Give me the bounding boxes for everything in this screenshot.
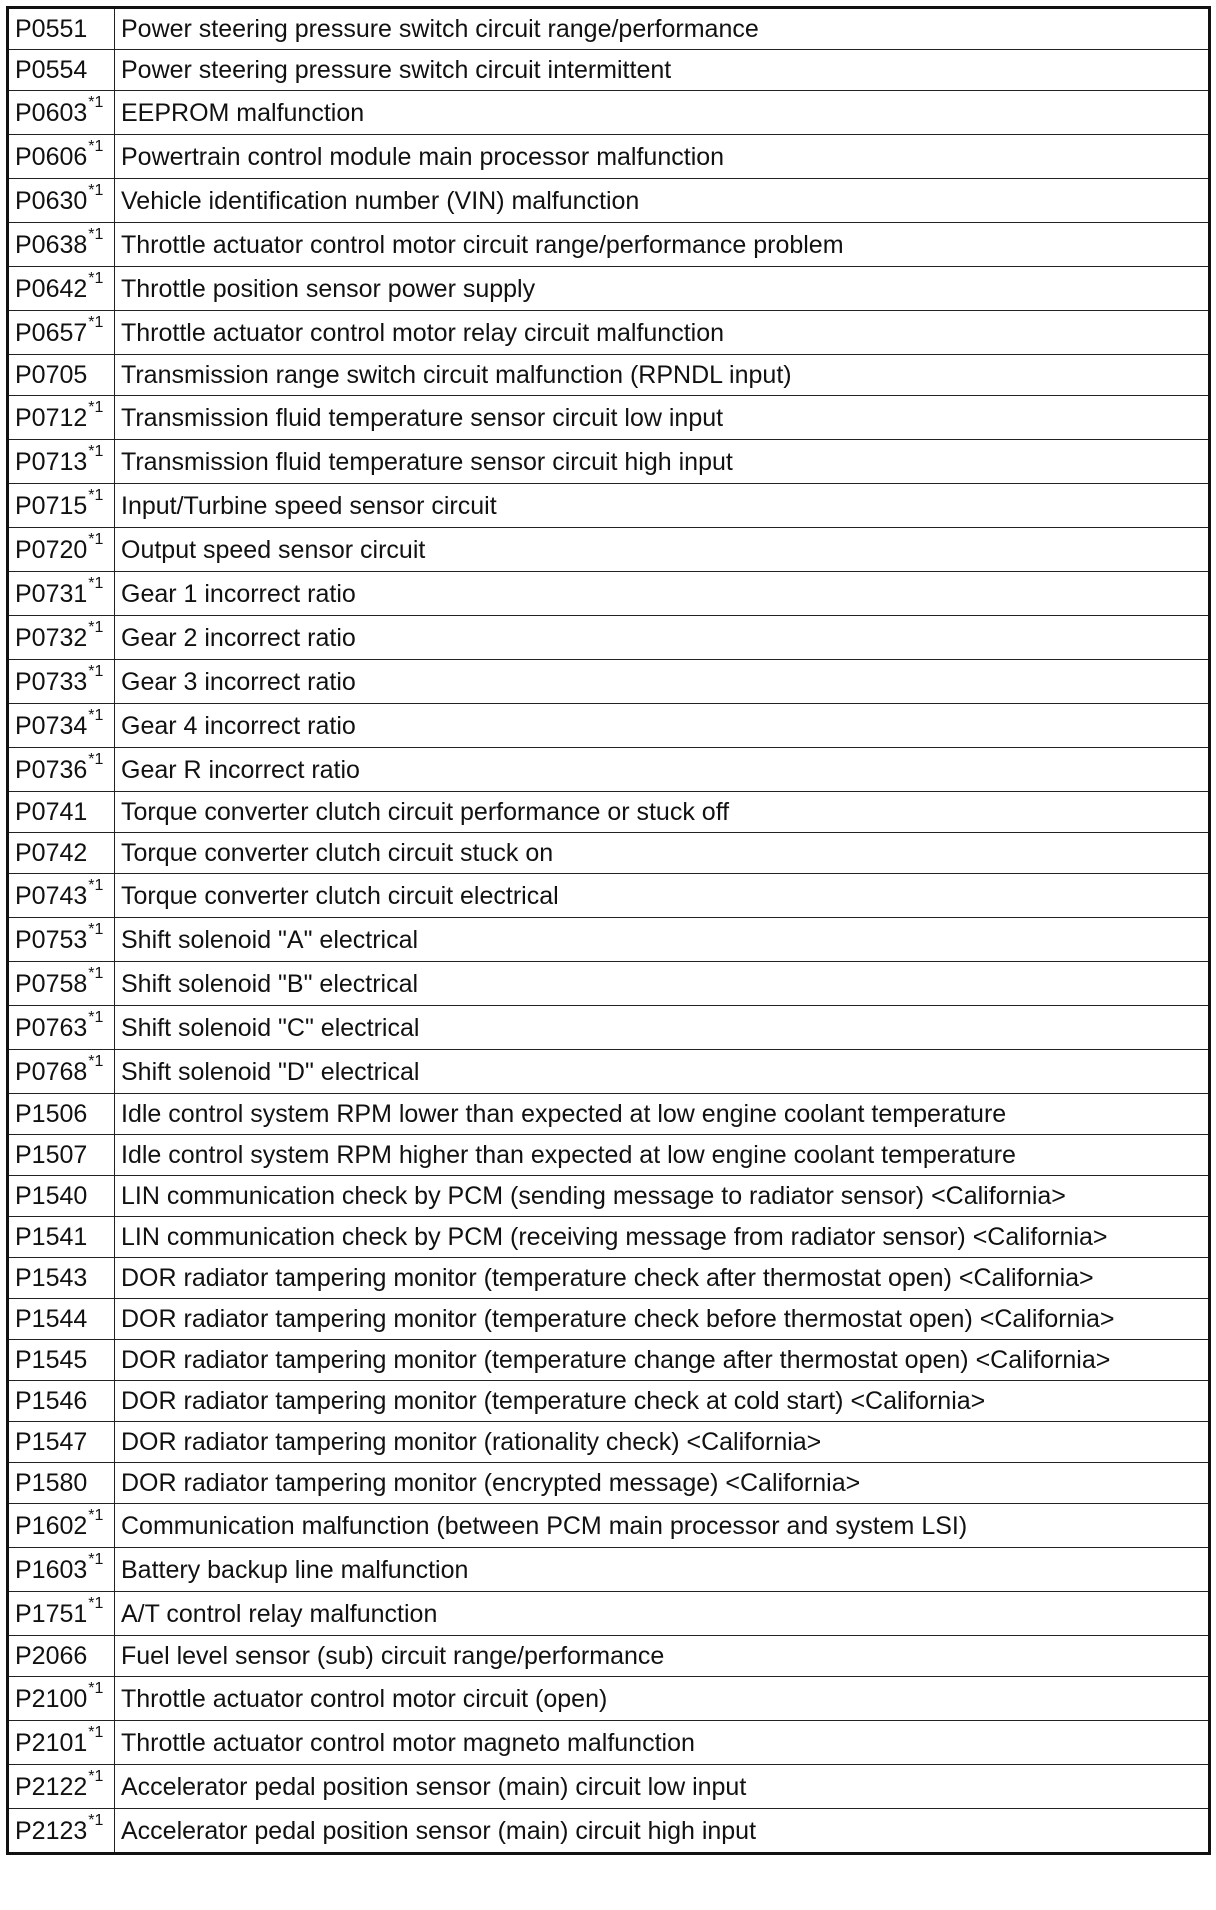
table-row — [8, 355, 1210, 396]
table-row — [8, 1677, 1210, 1721]
dtc-code: P2066 — [15, 1642, 88, 1670]
dtc-description: Vehicle identification number (VIN) malfunction — [115, 179, 1210, 223]
dtc-code: P0606 — [15, 142, 88, 171]
dtc-description: Input/Turbine speed sensor circuit — [115, 484, 1210, 528]
dtc-code: P0768 — [15, 1057, 88, 1086]
dtc-code: P0638 — [15, 230, 88, 259]
dtc-description: Gear 3 incorrect ratio — [115, 660, 1210, 704]
dtc-code-cell — [8, 135, 115, 179]
dtc-code-cell — [8, 1636, 115, 1677]
dtc-code-cell — [8, 1176, 115, 1217]
dtc-description: Torque converter clutch circuit electrical — [115, 874, 1210, 918]
table-row — [8, 1381, 1210, 1422]
footnote-marker: *1 — [88, 94, 104, 112]
dtc-description: DOR radiator tampering monitor (rationality check) <California> — [115, 1422, 1210, 1463]
dtc-code-cell — [8, 1340, 115, 1381]
dtc-description: Shift solenoid "D" electrical — [115, 1050, 1210, 1094]
dtc-code-cell — [8, 355, 115, 396]
table-row — [8, 1463, 1210, 1504]
dtc-description: Power steering pressure switch circuit intermittent — [115, 50, 1210, 91]
dtc-code-cell — [8, 1592, 115, 1636]
table-row — [8, 962, 1210, 1006]
dtc-description: Idle control system RPM lower than expected at low engine coolant temperature — [115, 1094, 1210, 1135]
dtc-description: Torque converter clutch circuit performance or stuck off — [115, 792, 1210, 833]
dtc-code: P1580 — [15, 1469, 88, 1497]
dtc-code: P0743 — [15, 881, 88, 910]
dtc-description: Transmission range switch circuit malfunction (RPNDL input) — [115, 355, 1210, 396]
dtc-code: P1544 — [15, 1305, 88, 1333]
table-row — [8, 1050, 1210, 1094]
footnote-marker: *1 — [88, 1507, 104, 1525]
table-row — [8, 50, 1210, 91]
dtc-code: P0642 — [15, 274, 88, 303]
dtc-code: P0763 — [15, 1013, 88, 1042]
footnote-marker: *1 — [88, 1768, 104, 1786]
dtc-code: P0554 — [15, 56, 88, 84]
dtc-code-cell — [8, 1422, 115, 1463]
dtc-code-cell — [8, 918, 115, 962]
footnote-marker: *1 — [88, 443, 104, 461]
table-row — [8, 874, 1210, 918]
table-row — [8, 1809, 1210, 1854]
dtc-description: LIN communication check by PCM (receiving message from radiator sensor) <California> — [115, 1217, 1210, 1258]
dtc-code: P0712 — [15, 403, 88, 432]
dtc-description: Transmission fluid temperature sensor circuit low input — [115, 396, 1210, 440]
dtc-code: P0551 — [15, 15, 88, 43]
footnote-marker: *1 — [88, 1680, 104, 1698]
dtc-code-cell — [8, 484, 115, 528]
table-row — [8, 660, 1210, 704]
table-row — [8, 1094, 1210, 1135]
footnote-marker: *1 — [88, 575, 104, 593]
dtc-code-cell — [8, 962, 115, 1006]
footnote-marker: *1 — [88, 663, 104, 681]
dtc-description: LIN communication check by PCM (sending message to radiator sensor) <California> — [115, 1176, 1210, 1217]
dtc-code-cell — [8, 396, 115, 440]
dtc-description: Shift solenoid "C" electrical — [115, 1006, 1210, 1050]
dtc-code-cell — [8, 8, 115, 50]
dtc-code: P0715 — [15, 491, 88, 520]
dtc-code-cell — [8, 1094, 115, 1135]
table-row — [8, 1721, 1210, 1765]
footnote-marker: *1 — [88, 1724, 104, 1742]
table-row — [8, 223, 1210, 267]
table-row — [8, 792, 1210, 833]
table-row — [8, 748, 1210, 792]
footnote-marker: *1 — [88, 877, 104, 895]
footnote-marker: *1 — [88, 487, 104, 505]
dtc-code: P1547 — [15, 1428, 88, 1456]
dtc-description: Power steering pressure switch circuit range/performance — [115, 8, 1210, 50]
table-row — [8, 1340, 1210, 1381]
footnote-marker: *1 — [88, 921, 104, 939]
dtc-code: P1541 — [15, 1223, 88, 1251]
dtc-table-body — [8, 8, 1210, 1854]
dtc-code: P0603 — [15, 98, 88, 127]
dtc-code: P1546 — [15, 1387, 88, 1415]
table-row — [8, 1299, 1210, 1340]
dtc-code-cell — [8, 704, 115, 748]
dtc-code: P1602 — [15, 1511, 88, 1540]
dtc-code-cell — [8, 528, 115, 572]
dtc-code: P1507 — [15, 1141, 88, 1169]
dtc-code-cell — [8, 1258, 115, 1299]
table-row — [8, 484, 1210, 528]
table-row — [8, 1504, 1210, 1548]
dtc-description: DOR radiator tampering monitor (encrypted message) <California> — [115, 1463, 1210, 1504]
dtc-description: Fuel level sensor (sub) circuit range/performance — [115, 1636, 1210, 1677]
footnote-marker: *1 — [88, 138, 104, 156]
dtc-code-cell — [8, 1381, 115, 1422]
dtc-description: Gear 4 incorrect ratio — [115, 704, 1210, 748]
dtc-code-cell — [8, 1721, 115, 1765]
dtc-description: Throttle actuator control motor relay circuit malfunction — [115, 311, 1210, 355]
footnote-marker: *1 — [88, 182, 104, 200]
footnote-marker: *1 — [88, 1053, 104, 1071]
dtc-code: P0758 — [15, 969, 88, 998]
footnote-marker: *1 — [88, 751, 104, 769]
dtc-code: P0734 — [15, 711, 88, 740]
dtc-code-cell — [8, 1548, 115, 1592]
dtc-code: P0705 — [15, 361, 88, 389]
dtc-code-cell — [8, 572, 115, 616]
dtc-code-cell — [8, 1217, 115, 1258]
dtc-code-cell — [8, 1050, 115, 1094]
table-row — [8, 1176, 1210, 1217]
dtc-description: Gear 2 incorrect ratio — [115, 616, 1210, 660]
table-row — [8, 704, 1210, 748]
dtc-code: P2122 — [15, 1772, 88, 1801]
dtc-code: P0742 — [15, 839, 88, 867]
dtc-description: Shift solenoid "A" electrical — [115, 918, 1210, 962]
dtc-description: Accelerator pedal position sensor (main) circuit low input — [115, 1765, 1210, 1809]
footnote-marker: *1 — [88, 707, 104, 725]
dtc-description: Throttle actuator control motor circuit (open) — [115, 1677, 1210, 1721]
dtc-code-cell — [8, 1765, 115, 1809]
dtc-code-cell — [8, 223, 115, 267]
document-page — [6, 6, 1208, 1902]
footnote-marker: *1 — [88, 226, 104, 244]
table-row — [8, 1217, 1210, 1258]
dtc-code: P2100 — [15, 1684, 88, 1713]
dtc-code-cell — [8, 660, 115, 704]
footnote-marker: *1 — [88, 1551, 104, 1569]
dtc-code: P0733 — [15, 667, 88, 696]
table-row — [8, 311, 1210, 355]
table-row — [8, 396, 1210, 440]
dtc-code: P1506 — [15, 1100, 88, 1128]
dtc-code-cell — [8, 1006, 115, 1050]
table-row — [8, 1548, 1210, 1592]
dtc-description: Shift solenoid "B" electrical — [115, 962, 1210, 1006]
table-row — [8, 267, 1210, 311]
dtc-code: P1751 — [15, 1599, 88, 1628]
footnote-marker: *1 — [88, 1009, 104, 1027]
table-row — [8, 179, 1210, 223]
table-row — [8, 572, 1210, 616]
dtc-code-cell — [8, 91, 115, 135]
dtc-code-cell — [8, 1809, 115, 1854]
table-row — [8, 91, 1210, 135]
footnote-marker: *1 — [88, 399, 104, 417]
table-row — [8, 1765, 1210, 1809]
dtc-code: P0657 — [15, 318, 88, 347]
footnote-marker: *1 — [88, 619, 104, 637]
table-row — [8, 440, 1210, 484]
dtc-code: P0732 — [15, 623, 88, 652]
dtc-description: Transmission fluid temperature sensor circuit high input — [115, 440, 1210, 484]
dtc-code: P0630 — [15, 186, 88, 215]
dtc-code: P1545 — [15, 1346, 88, 1374]
dtc-code-cell — [8, 1504, 115, 1548]
table-row — [8, 616, 1210, 660]
dtc-code-cell — [8, 50, 115, 91]
table-row — [8, 918, 1210, 962]
dtc-description: Gear 1 incorrect ratio — [115, 572, 1210, 616]
table-row — [8, 1258, 1210, 1299]
footnote-marker: *1 — [88, 314, 104, 332]
dtc-code: P0720 — [15, 535, 88, 564]
footnote-marker: *1 — [88, 965, 104, 983]
dtc-code: P0713 — [15, 447, 88, 476]
table-row — [8, 1422, 1210, 1463]
dtc-description: EEPROM malfunction — [115, 91, 1210, 135]
dtc-code-cell — [8, 616, 115, 660]
table-row — [8, 833, 1210, 874]
dtc-code-cell — [8, 748, 115, 792]
dtc-table — [6, 6, 1211, 1855]
dtc-code: P1540 — [15, 1182, 88, 1210]
dtc-description: Throttle actuator control motor magneto malfunction — [115, 1721, 1210, 1765]
dtc-code-cell — [8, 1463, 115, 1504]
dtc-code-cell — [8, 311, 115, 355]
dtc-description: Throttle actuator control motor circuit range/performance problem — [115, 223, 1210, 267]
dtc-description: Battery backup line malfunction — [115, 1548, 1210, 1592]
dtc-code-cell — [8, 792, 115, 833]
table-row — [8, 528, 1210, 572]
dtc-code-cell — [8, 440, 115, 484]
dtc-code-cell — [8, 179, 115, 223]
footnote-marker: *1 — [88, 270, 104, 288]
table-row — [8, 1636, 1210, 1677]
dtc-description: Torque converter clutch circuit stuck on — [115, 833, 1210, 874]
dtc-description: DOR radiator tampering monitor (temperature change after thermostat open) <California> — [115, 1340, 1210, 1381]
dtc-code: P1543 — [15, 1264, 88, 1292]
table-row — [8, 1135, 1210, 1176]
dtc-code-cell — [8, 1299, 115, 1340]
dtc-code: P2123 — [15, 1816, 88, 1845]
dtc-description: DOR radiator tampering monitor (temperature check after thermostat open) <California> — [115, 1258, 1210, 1299]
dtc-description: Idle control system RPM higher than expected at low engine coolant temperature — [115, 1135, 1210, 1176]
dtc-description: Communication malfunction (between PCM main processor and system LSI) — [115, 1504, 1210, 1548]
dtc-description: Accelerator pedal position sensor (main) circuit high input — [115, 1809, 1210, 1854]
dtc-description: Powertrain control module main processor malfunction — [115, 135, 1210, 179]
table-row — [8, 8, 1210, 50]
dtc-code-cell — [8, 874, 115, 918]
table-row — [8, 1592, 1210, 1636]
footnote-marker: *1 — [88, 531, 104, 549]
dtc-code-cell — [8, 1135, 115, 1176]
dtc-description: DOR radiator tampering monitor (temperature check before thermostat open) <California> — [115, 1299, 1210, 1340]
dtc-description: Output speed sensor circuit — [115, 528, 1210, 572]
dtc-code-cell — [8, 267, 115, 311]
dtc-description: Gear R incorrect ratio — [115, 748, 1210, 792]
dtc-code-cell — [8, 833, 115, 874]
dtc-description: DOR radiator tampering monitor (temperature check at cold start) <California> — [115, 1381, 1210, 1422]
footnote-marker: *1 — [88, 1812, 104, 1830]
dtc-description: A/T control relay malfunction — [115, 1592, 1210, 1636]
table-row — [8, 135, 1210, 179]
table-row — [8, 1006, 1210, 1050]
footnote-marker: *1 — [88, 1595, 104, 1613]
dtc-code-cell — [8, 1677, 115, 1721]
dtc-description: Throttle position sensor power supply — [115, 267, 1210, 311]
dtc-code: P0731 — [15, 579, 88, 608]
dtc-code: P1603 — [15, 1555, 88, 1584]
dtc-code: P0736 — [15, 755, 88, 784]
dtc-code: P2101 — [15, 1728, 88, 1757]
dtc-code: P0741 — [15, 798, 88, 826]
dtc-code: P0753 — [15, 925, 88, 954]
